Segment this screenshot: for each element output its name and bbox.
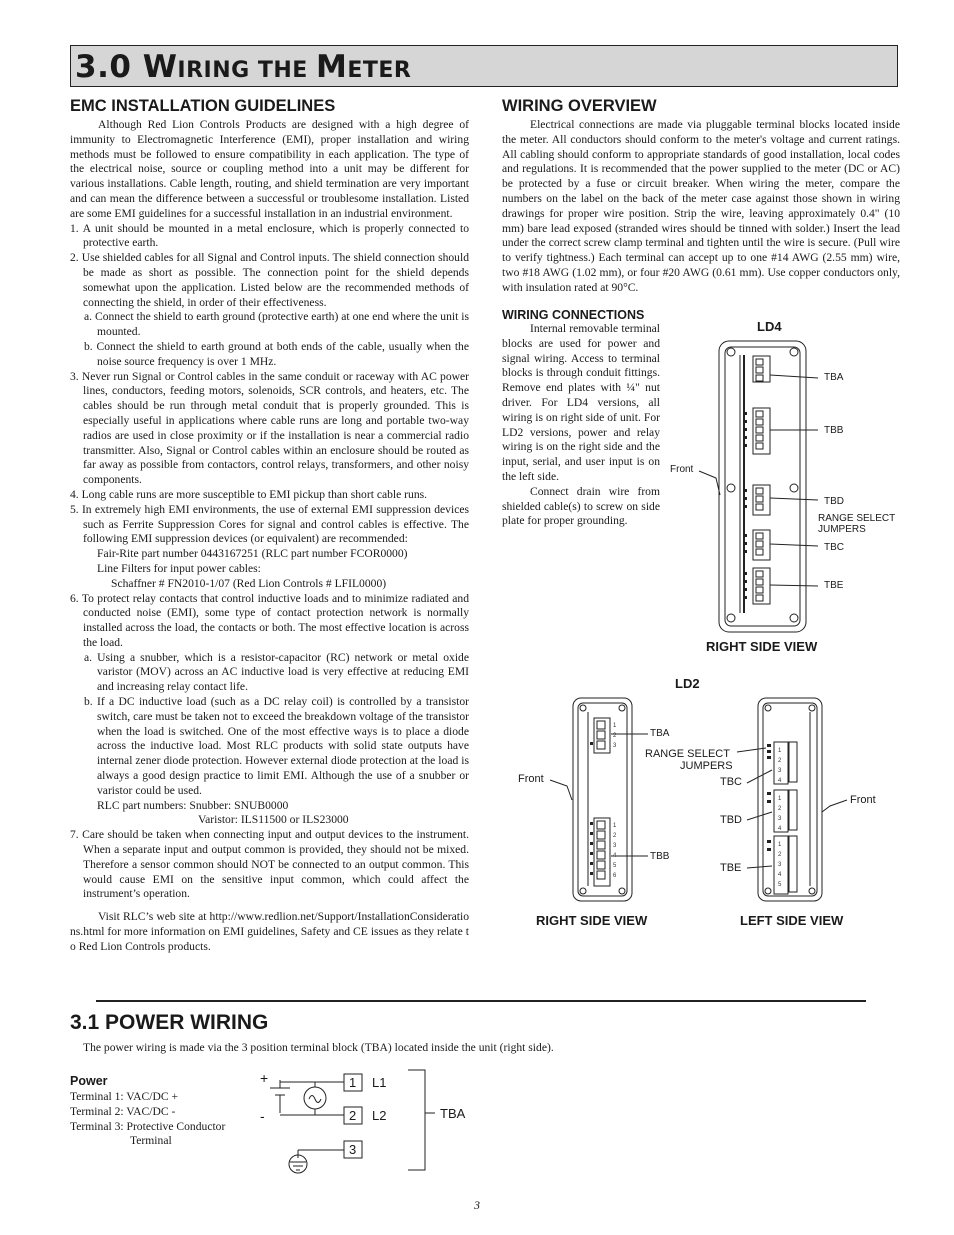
svg-text:5: 5 [778, 882, 782, 888]
ld4-view-label: RIGHT SIDE VIEW [706, 639, 818, 654]
wiring-heading: WIRING OVERVIEW [502, 97, 657, 115]
svg-text:4: 4 [613, 853, 617, 859]
wiring-body: Electrical connections are made via pluggable terminal blocks located inside the meter. All conductors should conform to the meter's voltage and current ratings. All cabling should conform to appropriate standards of good installation, local codes and regulations. It is recommended that the power supplied to the meter (DC or AC) be protected by a fuse or circuit breaker. When wiring the meter, compare the numbers on the label on the back of the meter case against those shown in wiring drawings for proper wire position. Strip the wire, leaving approximately 0.4" (10 mm) bare lead exposed (stranded wires should be tinned with solder.) Insert the lead under the correct screw clamp terminal and tighten until the wire is secure. (Pull wire to verify tightness.) Each terminal can accept up to one #14 AWG (2.55 mm) wire, two #18 AWG (1.02 mm), or four #20 AWG (0.61 mm). Use copper conductors only, with insulation rated at 90°C. [502, 118, 900, 294]
power-wiring-heading: 3.1 POWER WIRING [70, 1011, 269, 1034]
terminal-1-number: 1 [349, 1075, 357, 1090]
svg-text:3: 3 [778, 816, 782, 822]
emc-item-6a: a. Using a snubber, which is a resistor-capacitor (RC) network or metal oxide varistor (MOV) across an AC inductive load is very effective at reducing EMI and increasing relay contact life. [84, 650, 469, 694]
ld4-front-label: Front [670, 464, 694, 475]
emc-item-6b: b. If a DC inductive load (such as a DC relay coil) is controlled by a transistor switch, care must be taken not to exceed the breakdown voltage of the transistor when the load is switched. One of the most effective ways is to place a diode across the inductive load. Most RLC products with solid state outputs have internal zener diode protection. However external diode protection at the load is always a good design practice to limit EMI. Although the use of a snubber or varistor could be used. [84, 695, 469, 797]
svg-text:4: 4 [778, 872, 782, 878]
emc-intro: Although Red Lion Controls Products are designed with a high degree of immunity to Electromagnetic Interference (EMI), proper installation and wiring methods must be followed to ensure compatibility in each application. The type of the electrical noise, source or coupling method into a unit may be different for various installations. Cable length, routing, and shield termination are very important and can mean the difference between a successful or troublesome installation. Listed are some EMI guidelines for a successful installation in an industrial environment. [70, 118, 469, 220]
svg-text:2: 2 [778, 758, 782, 764]
emc-item-6-parts: RLC part numbers: Snubber: SNUB0000 [97, 798, 289, 812]
emc-item-4: 4. Long cable runs are more susceptible to EMI pickup than short cable runs. [70, 487, 428, 501]
power-terminal-2: Terminal 2: VAC/DC - [70, 1104, 176, 1118]
svg-text:4: 4 [778, 778, 782, 784]
emc-visit: Visit RLC’s web site at http://www.redlion.net/Support/InstallationConsiderations.html for more information on EMI guidelines, Safety and CE issues as they relate to Red Lion Controls products. [70, 910, 469, 953]
ld4-tbe-label: TBE [824, 580, 844, 591]
wiring-connections-body-1: Internal removable terminal blocks are used for power and signal wiring. Access to terminal blocks is through conduit fittings. Remove end plates with ¼" nut driver. For LD4 versions, all wiring is on right side of unit. For LD2 versions, power and relay wiring is on the right side and the input, serial, and user input is on the left side. [502, 322, 660, 483]
ld2-range-label-2: JUMPERS [680, 760, 733, 772]
ld4-tbd-label: TBD [824, 496, 844, 507]
power-terminal-3: Terminal 3: Protective Conductor [70, 1119, 226, 1133]
ld2-tbd-label: TBD [720, 814, 742, 826]
ld4-tbb-label: TBB [824, 425, 844, 436]
emc-item-6-varistor: Varistor: ILS11500 or ILS23000 [198, 813, 349, 827]
ld2-range-label-1: RANGE SELECT [645, 748, 730, 760]
svg-text:2: 2 [778, 852, 782, 858]
svg-text:2: 2 [778, 806, 782, 812]
emc-item-2: 2. Use shielded cables for all Signal and Control inputs. The shield connection should be made as short as possible. The connection point for the shield depends somewhat upon the application. Listed below are the recommended methods of connecting the shield, in order of their effectiveness. [70, 251, 469, 309]
svg-text:3: 3 [613, 743, 617, 749]
emc-item-6: 6. To protect relay contacts that control inductive loads and to minimize radiated and conducted noise (EMI), some type of contact protection network is normally installed across the load, the contacts or both. The most effective location is across the load. [70, 591, 469, 649]
ld2-front-right-label: Front [850, 794, 876, 806]
ld4-tbc-label: TBC [824, 542, 844, 553]
power-plus-label: + [260, 1070, 269, 1086]
terminal-2-number: 2 [349, 1108, 357, 1123]
ld4-range-label-2: JUMPERS [818, 524, 866, 535]
emc-item-5-schaffner: Schaffner # FN2010-1/07 (Red Lion Controls # LFIL0000) [111, 576, 387, 590]
svg-text:3: 3 [613, 843, 617, 849]
emc-item-2a: a. Connect the shield to earth ground (protective earth) at one end where the unit is mounted. [84, 310, 469, 339]
svg-text:5: 5 [613, 863, 617, 869]
emc-item-5-fairrite: Fair-Rite part number 0443167251 (RLC part number FCOR0000) [97, 547, 408, 561]
power-label: Power [70, 1074, 108, 1088]
power-tba-label: TBA [440, 1106, 466, 1121]
ld4-title: LD4 [757, 319, 782, 334]
emc-item-5: 5. In extremely high EMI environments, the use of external EMI suppression devices such as Ferrite Suppression Cores for signal and control cables is effective. The following EMI suppression devices (or equivalent) are recommended: [70, 502, 469, 546]
emc-item-7: 7. Care should be taken when connecting input and output devices to the instrument. When a separate input and output common is provided, they should not be mixed. Therefore a sensor common should NOT be connected to an output common. This would cause EMI on the sensitive input common, which could affect the instrument’s operation. [70, 828, 469, 901]
ld2-left-view-label: LEFT SIDE VIEW [740, 913, 844, 928]
svg-text:3: 3 [778, 768, 782, 774]
svg-text:4: 4 [778, 826, 782, 832]
ld2-tbb-label: TBB [650, 851, 670, 862]
ld2-tba-label: TBA [650, 728, 670, 739]
ld2-front-left-label: Front [518, 773, 544, 785]
power-minus-label: - [260, 1108, 265, 1124]
ld2-right-view-label: RIGHT SIDE VIEW [536, 913, 648, 928]
power-wiring-intro: The power wiring is made via the 3 position terminal block (TBA) located inside the unit (right side). [83, 1041, 554, 1054]
svg-text:1: 1 [613, 823, 617, 829]
emc-item-5-linefilters: Line Filters for input power cables: [97, 561, 261, 575]
svg-text:1: 1 [613, 723, 617, 729]
svg-text:6: 6 [613, 873, 617, 879]
emc-item-2b: b. Connect the shield to earth ground at both ends of the cable, usually when the noise source frequency is over 1 MHz. [84, 339, 469, 368]
ld2-tbe-label: TBE [720, 862, 742, 874]
svg-text:1: 1 [778, 842, 782, 848]
emc-item-1: 1. A unit should be mounted in a metal enclosure, which is properly connected to protective earth. [70, 221, 469, 250]
emc-item-3: 3. Never run Signal or Control cables in the same conduit or raceway with AC power lines, conductors, feeding motors, solenoids, SCR controls, and heaters, etc. The cables should be run through metal conduit that is properly grounded. This is especially useful in applications where cable runs are long and portable two-way radios are used in close proximity or if the installation is near a commercial radio transmitter. Also, Signal or Control cables within an enclosure should be routed as far away as possible from contactors, control relays, transformers, and other noisy components. [70, 369, 469, 487]
power-terminal-3-cont: Terminal [130, 1134, 172, 1148]
power-terminal-1: Terminal 1: VAC/DC + [70, 1090, 179, 1103]
emc-heading: EMC INSTALLATION GUIDELINES [70, 97, 336, 115]
page-title: 3.0 WIRING THE METER [75, 49, 412, 85]
page-number: 3 [474, 1198, 480, 1212]
terminal-l1-label: L1 [372, 1075, 387, 1090]
ld2-title: LD2 [675, 676, 700, 691]
terminal-l2-label: L2 [372, 1108, 387, 1123]
svg-text:2: 2 [613, 733, 617, 739]
svg-text:1: 1 [778, 748, 782, 754]
ld4-tba-label: TBA [824, 372, 844, 383]
ld4-range-label-1: RANGE SELECT [818, 513, 896, 524]
wiring-connections-heading: WIRING CONNECTIONS [502, 308, 645, 322]
svg-text:2: 2 [613, 833, 617, 839]
svg-text:1: 1 [778, 796, 782, 802]
svg-text:3: 3 [778, 862, 782, 868]
terminal-3-number: 3 [349, 1142, 357, 1157]
ld2-tbc-label: TBC [720, 776, 742, 788]
wiring-connections-body-2: Connect drain wire from shielded cable(s) to screw on side plate for proper grounding. [502, 484, 660, 528]
